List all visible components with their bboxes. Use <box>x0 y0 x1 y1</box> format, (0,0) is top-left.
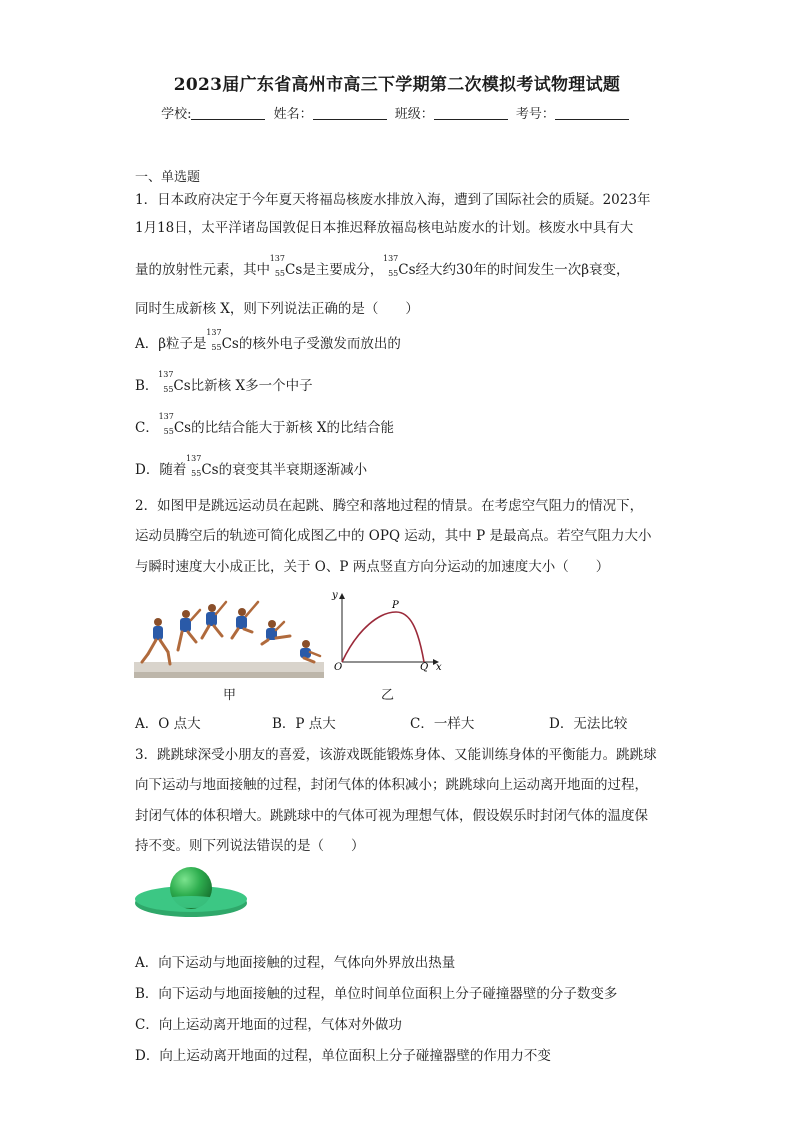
q1-line3 <box>135 254 630 278</box>
school-label: 学校: <box>161 107 192 122</box>
graph-y-label: y <box>332 590 338 601</box>
class-label: 班级： <box>394 107 434 122</box>
cs-isotope-symbol: 137 55 <box>158 412 174 436</box>
q1-line1: 1．日本政府决定于今年夏天将福岛核废水排放入海，遭到了国际社会的质疑。2023年 <box>135 192 651 208</box>
q2-option-b[interactable]: B．P 点大 <box>272 716 336 732</box>
q3-option-b[interactable]: B．向下运动与地面接触的过程，单位时间单位面积上分子碰撞器壁的分子数变多 <box>135 986 618 1002</box>
cs-isotope-symbol: 137 55 <box>269 254 285 278</box>
cs-isotope-symbol: 137 55 <box>158 370 174 394</box>
cs-isotope-symbol: 137 55 <box>206 328 222 352</box>
q3-line4: 持不变。则下列说法错误的是（ ） <box>135 838 365 854</box>
q3-option-a[interactable]: A．向下运动与地面接触的过程，气体向外界放出热量 <box>135 955 456 971</box>
figure-b-caption: 乙 <box>381 688 395 703</box>
trajectory-graph <box>330 588 450 672</box>
graph-end-label: Q <box>420 662 429 672</box>
class-blank[interactable] <box>434 107 508 120</box>
q2-line3: 与瞬时速度大小成正比，关于 O、P 两点竖直方向分运动的加速度大小（ ） <box>135 559 610 575</box>
pogo-ball-image <box>134 862 248 926</box>
q1-line3-part1: 量的放射性元素，其中 <box>135 262 270 278</box>
q2-option-a[interactable]: A．O 点大 <box>135 716 201 732</box>
q2-line2: 运动员腾空后的轨迹可简化成图乙中的 OPQ 运动，其中 P 是最高点。若空气阻力大小 <box>135 528 652 544</box>
q2-option-c[interactable]: C．一样大 <box>410 716 475 732</box>
cs-isotope-symbol: 137 55 <box>186 454 202 478</box>
q3-line2: 向下运动与地面接触的过程，封闭气体的体积减小；跳跳球向上运动离开地面的过程， <box>135 777 648 793</box>
cs-isotope-symbol: 137 55 <box>382 254 399 278</box>
student-info-line <box>0 103 794 122</box>
graph-x-label: x <box>436 662 442 672</box>
q1-option-c[interactable]: C． 137 55 Cs的比结合能大于新核 X的比结合能 <box>135 412 395 436</box>
trajectory-curve <box>342 612 424 662</box>
q3-line3: 封闭气体的体积增大。跳跳球中的气体可视为理想气体，假设娱乐时封闭气体的温度保 <box>135 808 648 824</box>
q1-line3-part3: Cs经大约30年的时间发生一次β衰变， <box>398 262 630 278</box>
q3-option-c[interactable]: C．向上运动离开地面的过程，气体对外做功 <box>135 1017 402 1033</box>
figure-a-caption: 甲 <box>223 688 237 703</box>
athlete-figure <box>142 602 320 664</box>
name-label: 姓名： <box>273 107 313 122</box>
number-label: 考号： <box>515 107 555 122</box>
q2-line1: 2．如图甲是跳远运动员在起跳、腾空和落地过程的情景。在考虑空气阻力的情况下， <box>135 498 644 514</box>
q1-option-b[interactable]: B． 137 55 Cs比新核 X多一个中子 <box>135 370 313 394</box>
q1-line4: 同时生成新核 X，则下列说法正确的是（ ） <box>135 301 419 317</box>
exam-title: 2023届广东省高州市高三下学期第二次模拟考试物理试题 <box>173 75 621 95</box>
school-blank[interactable] <box>191 107 265 120</box>
q3-line1: 3．跳跳球深受小朋友的喜爱，该游戏既能锻炼身体、又能训练身体的平衡能力。跳跳球 <box>135 747 657 763</box>
q1-option-a[interactable]: A．β粒子是 137 55 Cs的核外电子受激发而放出的 <box>135 328 401 352</box>
q2-option-d[interactable]: D．无法比较 <box>549 716 628 732</box>
long-jump-photo <box>134 592 324 678</box>
q3-option-d[interactable]: D．向上运动离开地面的过程，单位面积上分子碰撞器壁的作用力不变 <box>135 1048 551 1064</box>
q1-line3-part2: Cs是主要成分， <box>285 262 384 278</box>
q1-line2: 1月18日，太平洋诸岛国敦促日本推迟释放福岛核电站废水的计划。核废水中具有大 <box>135 220 634 236</box>
graph-origin-label: O <box>334 662 343 672</box>
number-blank[interactable] <box>555 107 629 120</box>
q1-option-d[interactable]: D．随着 137 55 Cs的衰变其半衰期逐渐减小 <box>135 454 368 478</box>
section-heading: 一、单选题 <box>135 170 201 185</box>
graph-peak-label: P <box>392 600 399 611</box>
name-blank[interactable] <box>313 107 387 120</box>
